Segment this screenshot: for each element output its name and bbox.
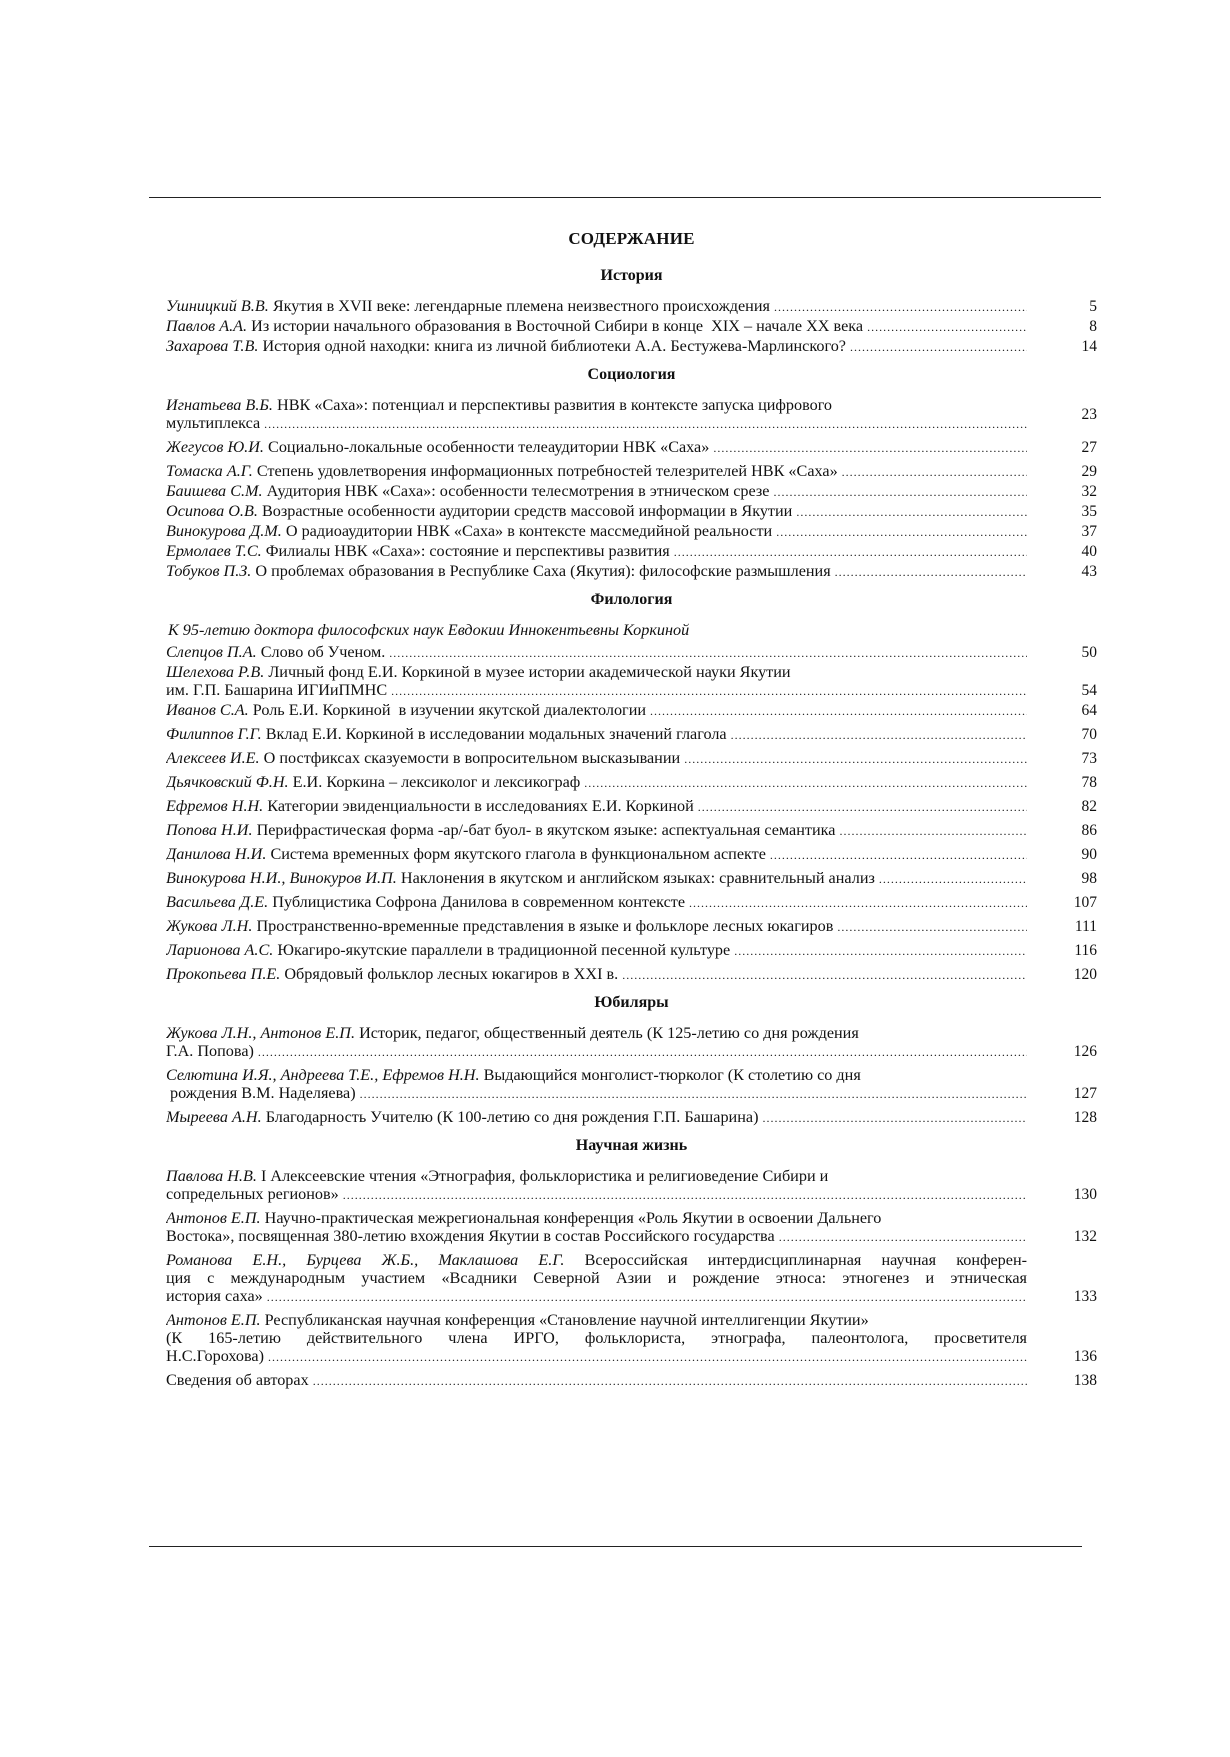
page-number: 107 (1073, 894, 1097, 911)
entry-title: I Алексеевские чтения «Этнография, фольклористика и религиоведение Сибири и (260, 1167, 829, 1185)
entry-author: Винокурова Н.И., Винокуров И.П. (166, 869, 397, 887)
toc-entry[interactable] (166, 845, 1097, 864)
page-number: 116 (1074, 942, 1097, 959)
dot-leader (837, 918, 1027, 936)
entry-title: НВК «Саха»: потенциал и перспективы развития в контексте запуска цифрового (277, 396, 833, 414)
entry-author: Романова Е.Н., Бурцева Ж.Б., Маклашова Е.Г. (166, 1251, 565, 1269)
toc-entry[interactable] (166, 1108, 1097, 1127)
dot-leader (731, 726, 1027, 744)
page-number: 136 (1073, 1348, 1097, 1365)
toc-entry[interactable] (166, 522, 1097, 541)
dot-leader (360, 1085, 1027, 1103)
entry-author: Захарова Т.В. (166, 337, 259, 355)
entry-title: Филиалы НВК «Саха»: состояние и перспективы развития (265, 542, 670, 560)
entry-author: Мыреева А.Н. (166, 1108, 262, 1126)
entry-author: Антонов Е.П. (166, 1311, 261, 1329)
entry-author: Филиппов Г.Г. (166, 725, 262, 743)
entry-title: Социально-локальные особенности телеаудитории НВК «Саха» (268, 438, 710, 456)
section-subheading: К 95-летию доктора философских наук Евдокии Иннокентьевны Коркиной (168, 621, 690, 639)
entry-author: Павлова Н.В. (166, 1167, 257, 1185)
page-number: 130 (1073, 1186, 1097, 1203)
page-title: СОДЕРЖАНИЕ (568, 229, 695, 248)
dot-leader (313, 1372, 1027, 1390)
entry-title: О проблемах образования в Республике Саха (Якутия): философские размышления (255, 562, 831, 580)
dot-leader (867, 318, 1027, 336)
page-number: 23 (1081, 405, 1097, 423)
entry-title: Юкагиро-якутские параллели в традиционной песенной культуре (277, 941, 731, 959)
page-number: 29 (1081, 463, 1097, 480)
page-number: 40 (1081, 543, 1097, 560)
page-number: 133 (1073, 1288, 1097, 1305)
entry-author: Слепцов П.А. (166, 643, 257, 661)
entry-title: Возрастные особенности аудитории средств массовой информации в Якутии (261, 502, 793, 520)
toc-entry[interactable] (166, 965, 1097, 984)
page-number: 78 (1081, 774, 1097, 791)
page-number: 132 (1073, 1228, 1097, 1245)
entry-title: Вклад Е.И. Коркиной в исследовании модальных значений глагола (265, 725, 727, 743)
dot-leader (698, 798, 1027, 816)
toc-entry[interactable] (166, 1311, 1097, 1366)
entry-title: Сведения об авторах (166, 1371, 309, 1389)
section-title: Социология (587, 366, 676, 383)
entry-title: Научно-практическая межрегиональная конференция «Роль Якутии в освоении Дальнего (264, 1209, 882, 1227)
page-number: 50 (1081, 644, 1097, 661)
dot-leader (770, 846, 1027, 864)
toc-entry[interactable] (166, 317, 1097, 336)
page-number: 98 (1081, 870, 1097, 887)
dot-leader (734, 942, 1027, 960)
page-number: 27 (1081, 439, 1097, 456)
top-rule (149, 197, 1101, 198)
entry-author: Осипова О.В. (166, 502, 258, 520)
entry-title: Обрядовый фольклор лесных юкагиров в XXI в. (284, 965, 619, 983)
entry-title: О постфиксах сказуемости в вопросительном высказывании (263, 749, 681, 767)
page-number: 35 (1081, 503, 1097, 520)
toc-entry[interactable] (166, 725, 1097, 744)
page-number: 64 (1081, 702, 1097, 719)
toc-entry[interactable] (166, 893, 1097, 912)
page-number: 82 (1081, 798, 1097, 815)
entry-author: Жегусов Ю.И. (166, 438, 264, 456)
toc-entry[interactable] (166, 562, 1097, 581)
entry-title-cont: история саха» (166, 1287, 263, 1305)
toc-entry[interactable] (166, 749, 1097, 768)
entry-title: Степень удовлетворения информационных потребностей телезрителей НВК «Саха» (256, 462, 838, 480)
dot-leader (264, 415, 1027, 433)
entry-author: Тобуков П.З. (166, 562, 252, 580)
dot-leader (584, 774, 1027, 792)
toc-entry[interactable] (166, 773, 1097, 792)
dot-leader (842, 463, 1027, 481)
section-title: Юбиляры (594, 994, 669, 1011)
entry-title: Роль Е.И. Коркиной в изучении якутской диалектологии (252, 701, 647, 719)
entry-author: Ларионова А.С. (166, 941, 274, 959)
entry-title-cont: мультиплекса (166, 414, 261, 432)
toc-entry[interactable] (166, 663, 1097, 700)
section-history (166, 267, 1097, 356)
entry-title: Слово об Ученом. (260, 643, 386, 661)
entry-author: Алексеев И.Е. (166, 749, 260, 767)
entry-title: Личный фонд Е.И. Коркиной в музее истории академической науки Якутии (268, 663, 791, 681)
entry-title: Республиканская научная конференция «Становление научной интеллигенции Якутии» (264, 1311, 869, 1329)
entry-title: Перифрастическая форма -ар/-бат буол- в якутском языке: аспектуальная семантика (256, 821, 836, 839)
entry-title: Аудитория НВК «Саха»: особенности телесмотрения в этническом срезе (266, 482, 770, 500)
entry-title: Всероссийская интердисциплинарная научная конферен- (584, 1251, 1028, 1269)
dot-leader (391, 682, 1027, 700)
entry-title-cont: Н.С.Горохова) (166, 1347, 264, 1365)
dot-leader (779, 1228, 1027, 1246)
page-number: 120 (1073, 966, 1097, 983)
page-number: 73 (1081, 750, 1097, 767)
dot-leader (773, 483, 1027, 501)
entry-title: Якутия в XVII веке: легендарные племена неизвестного происхождения (272, 297, 770, 315)
section-title: Филология (590, 591, 673, 608)
entry-title: Выдающийся монголист-тюрколог (К столетию со дня (483, 1066, 861, 1084)
toc-entry[interactable] (166, 482, 1097, 501)
entry-author: Иванов С.А. (166, 701, 249, 719)
toc-entry[interactable] (166, 502, 1097, 521)
page-number: 54 (1081, 682, 1097, 699)
page-number: 43 (1081, 563, 1097, 580)
toc-entry[interactable] (166, 643, 1097, 662)
toc-entry[interactable] (166, 701, 1097, 720)
page-number: 86 (1081, 822, 1097, 839)
dot-leader (835, 563, 1027, 581)
entry-title: Е.И. Коркина – лексиколог и лексикограф (292, 773, 581, 791)
entry-title: Из истории начального образования в Восточной Сибири в конце XIX – начале XX века (251, 317, 864, 335)
entry-title-cont: им. Г.П. Башарина ИГИиПМНС (166, 681, 388, 699)
entry-title: Система временных форм якутского глагола в функциональном аспекте (270, 845, 766, 863)
toc-entry[interactable] (166, 462, 1097, 481)
toc-entry[interactable] (166, 1371, 1097, 1390)
page-number: 32 (1081, 483, 1097, 500)
toc-entry[interactable] (166, 1251, 1097, 1306)
entry-title-cont: рождения В.М. Наделяева) (166, 1084, 356, 1102)
entry-author: Жукова Л.Н. (166, 917, 253, 935)
toc-entry[interactable] (166, 821, 1097, 840)
entry-title-cont: (К 165-летию действительного члена ИРГО, фольклориста, этнографа, палеонтолога, просветителя (166, 1329, 1027, 1347)
entry-title: Благодарность Учителю (К 100-летию со дня рождения Г.П. Башарина) (265, 1108, 759, 1126)
entry-author: Винокурова Д.М. (166, 522, 282, 540)
entry-author: Селютина И.Я., Андреева Т.Е., Ефремов Н.Н. (166, 1066, 480, 1084)
page-number: 14 (1081, 338, 1097, 355)
page-number: 138 (1073, 1372, 1097, 1389)
entry-title: История одной находки: книга из личной библиотеки А.А. Бестужева-Марлинского? (262, 337, 846, 355)
toc-entry[interactable] (166, 941, 1097, 960)
section-sociology (166, 366, 1097, 581)
page-number: 128 (1073, 1109, 1097, 1126)
entry-title: Категории эвиденциальности в исследованиях Е.И. Коркиной (267, 797, 694, 815)
entry-title: О радиоаудитории НВК «Саха» в контексте массмедийной реальности (285, 522, 773, 540)
dot-leader (343, 1186, 1027, 1204)
dot-leader (267, 1288, 1027, 1306)
section-anniversaries (166, 994, 1097, 1127)
entry-author: Ефремов Н.Н. (166, 797, 264, 815)
dot-leader (674, 543, 1027, 561)
page-number: 126 (1073, 1043, 1097, 1060)
entry-title-cont: Г.А. Попова) (166, 1042, 254, 1060)
toc-entry[interactable] (166, 869, 1097, 888)
toc-entry[interactable] (166, 542, 1097, 561)
toc-entry[interactable] (166, 396, 1097, 433)
entry-title-cont: сопредельных регионов» (166, 1185, 339, 1203)
section-title: Научная жизнь (575, 1137, 688, 1154)
dot-leader (258, 1043, 1027, 1061)
table-of-contents (166, 226, 1097, 1395)
toc-entry[interactable] (166, 917, 1097, 936)
entry-title: Историк, педагог, общественный деятель (К 125-летию со дня рождения (359, 1024, 859, 1042)
entry-title-cont: Востока», посвященная 380-летию вхождения Якутии в состав Российского государства (166, 1227, 775, 1245)
toc-entry[interactable] (166, 438, 1097, 457)
entry-author: Прокопьева П.Е. (166, 965, 281, 983)
entry-author: Томаска А.Г. (166, 462, 253, 480)
dot-leader (389, 644, 1027, 662)
page-number: 90 (1081, 846, 1097, 863)
toc-entry[interactable] (166, 1209, 1097, 1246)
dot-leader (622, 966, 1027, 984)
dot-leader (839, 822, 1027, 840)
dot-leader (762, 1109, 1027, 1127)
entry-author: Антонов Е.П. (166, 1209, 261, 1227)
entry-author: Попова Н.И. (166, 821, 253, 839)
page-number: 37 (1081, 523, 1097, 540)
entry-author: Данилова Н.И. (166, 845, 267, 863)
page-number: 5 (1089, 298, 1097, 315)
toc-entry[interactable] (166, 1167, 1097, 1204)
section-philology (166, 591, 1097, 984)
dot-leader (713, 439, 1027, 457)
dot-leader (879, 870, 1027, 888)
toc-entry[interactable] (166, 337, 1097, 356)
dot-leader (776, 523, 1027, 541)
dot-leader (684, 750, 1027, 768)
toc-entry[interactable] (166, 1024, 1097, 1061)
entry-author: Дьячковский Ф.Н. (166, 773, 289, 791)
dot-leader (650, 702, 1027, 720)
dot-leader (796, 503, 1027, 521)
page-number: 8 (1089, 318, 1097, 335)
page-number: 70 (1081, 726, 1097, 743)
entry-title-cont: ция с международным участием «Всадники Северной Азии и рождение этноса: этногенез и этническая (166, 1269, 1027, 1287)
toc-entry[interactable] (166, 297, 1097, 316)
entry-title: Наклонения в якутском и английском языках: сравнительный анализ (400, 869, 875, 887)
section-title: История (600, 267, 663, 284)
dot-leader (850, 338, 1027, 356)
entry-author: Баишева С.М. (166, 482, 263, 500)
dot-leader (268, 1348, 1027, 1366)
toc-entry[interactable] (166, 797, 1097, 816)
entry-title: Пространственно-временные представления в языке и фольклоре лесных юкагиров (256, 917, 834, 935)
entry-author: Васильева Д.Е. (166, 893, 269, 911)
entry-author: Шелехова Р.В. (166, 663, 265, 681)
section-scientific-life (166, 1137, 1097, 1390)
dot-leader (774, 298, 1027, 316)
entry-author: Игнатьева В.Б. (166, 396, 273, 414)
entry-title: Публицистика Софрона Данилова в современном контексте (272, 893, 686, 911)
entry-author: Павлов А.А. (166, 317, 248, 335)
toc-entry[interactable] (166, 1066, 1097, 1103)
dot-leader (689, 894, 1027, 912)
entry-author: Ермолаев Т.С. (166, 542, 262, 560)
entry-author: Ушницкий В.В. (166, 297, 269, 315)
entry-author: Жукова Л.Н., Антонов Е.П. (166, 1024, 356, 1042)
bottom-rule (149, 1546, 1082, 1547)
page-number: 127 (1073, 1085, 1097, 1102)
page-number: 111 (1074, 918, 1097, 935)
